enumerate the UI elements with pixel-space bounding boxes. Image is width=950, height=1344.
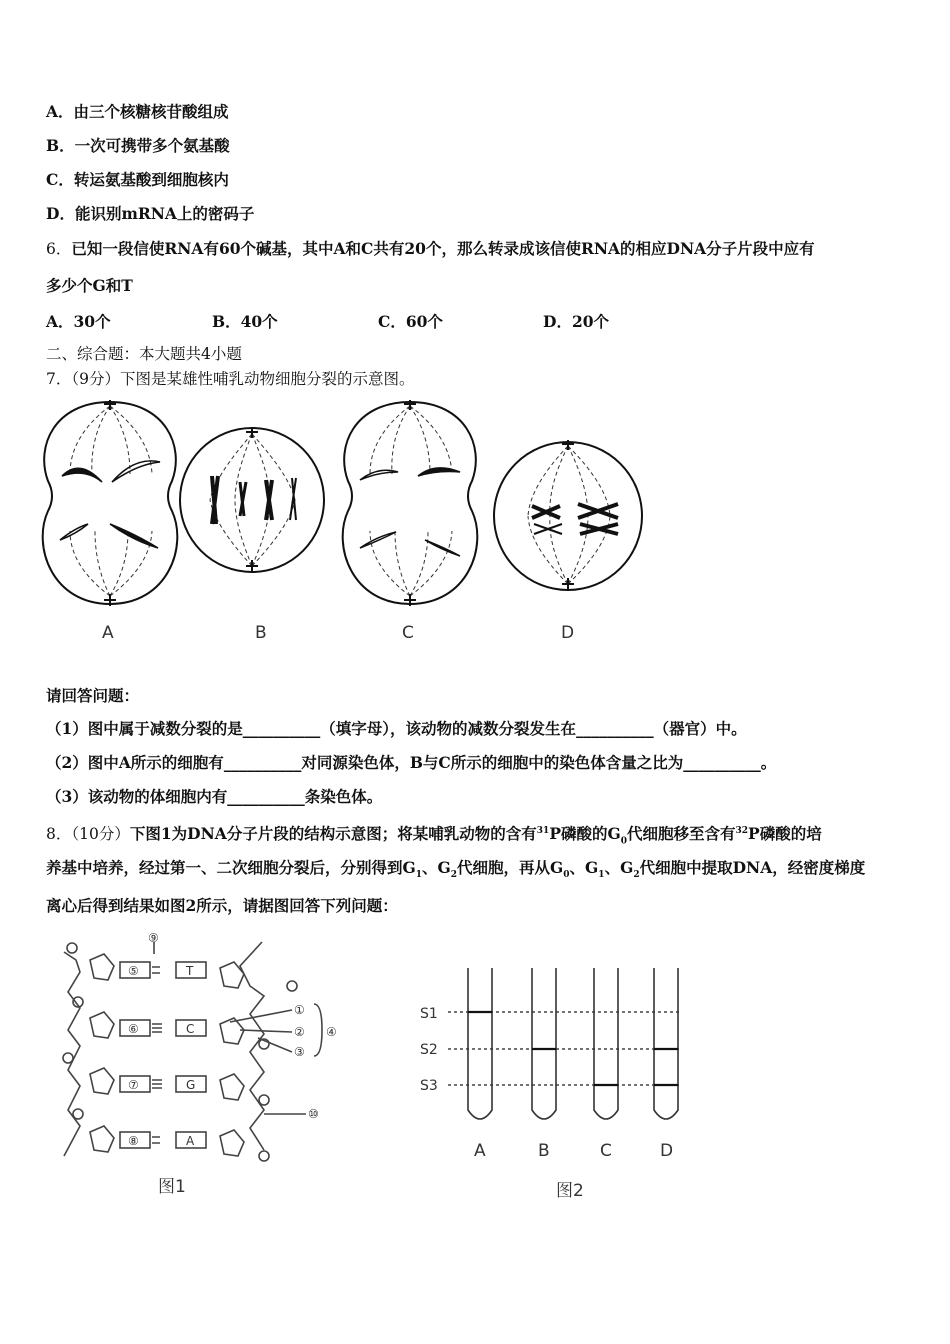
q7-sub2-text-b: 对同源染色体，B与C所示的细胞中的染色体含量之比为 xyxy=(301,753,684,772)
level-s3: S3 xyxy=(420,1078,438,1094)
q7-score: （9分） xyxy=(71,370,120,388)
cell-label-b: B xyxy=(255,623,267,643)
dna-structure-figure xyxy=(50,930,360,1200)
q7-blank-4[interactable]: __________ xyxy=(683,753,761,772)
q7-sub2-text-a: （2）图中A所示的细胞有 xyxy=(46,753,224,772)
q8-sub-0: 0 xyxy=(620,836,627,847)
q8-l2-e: 、G xyxy=(604,858,634,877)
q8-sub-2b: 2 xyxy=(633,870,640,881)
dna-label-10: ⑩ xyxy=(308,1107,319,1121)
q8-stem-line2 xyxy=(46,858,865,885)
tube-c xyxy=(594,968,618,1119)
q7-blank-3[interactable]: __________ xyxy=(223,753,302,772)
q7-stem xyxy=(46,369,415,389)
dna-left-base-2: ⑥ xyxy=(128,1022,139,1036)
q6-stem-line1 xyxy=(46,239,815,259)
q7-stem-text: 下图是某雄性哺乳动物细胞分裂的示意图。 xyxy=(120,370,415,388)
q6-option-b: B．40个 xyxy=(212,312,278,331)
q8-l2-b: 、G xyxy=(422,858,451,877)
q8-l1-d: P磷酸的培 xyxy=(748,824,822,844)
q8-l2-d: 、G xyxy=(569,858,599,877)
q6-option-d: D．20个 xyxy=(543,312,610,331)
fig2-caption: 图2 xyxy=(556,1181,584,1201)
q7-sub2 xyxy=(46,753,776,773)
tube-b xyxy=(532,968,556,1119)
q7-sub1-text-c: （器官）中。 xyxy=(653,719,747,738)
q6-option-c: C．60个 xyxy=(378,312,443,331)
q7-sub3-text-b: 条染色体。 xyxy=(304,787,383,806)
tube-label-b: B xyxy=(538,1141,550,1161)
q8-l1-c: 代细胞移至含有 xyxy=(627,824,736,844)
q6-option-a: A．30个 xyxy=(46,312,111,331)
tube-label-d: D xyxy=(660,1141,674,1161)
q6-stem-text: 已知一段信使RNA有60个碱基，其中A和C共有20个，那么转录成该信使RNA的相应DNA分子片段中应有 xyxy=(71,239,815,258)
cell-d-membrane xyxy=(494,442,642,590)
dna-left-base-1: ⑤ xyxy=(128,964,139,978)
dna-right-base-4: A xyxy=(186,1134,195,1148)
q8-sub-0b: 0 xyxy=(563,870,570,881)
tube-label-c: C xyxy=(600,1141,612,1161)
tube-label-a: A xyxy=(474,1141,486,1161)
q8-score: （10分） xyxy=(71,825,130,844)
cell-label-d: D xyxy=(561,623,575,643)
cell-division-figure xyxy=(40,396,680,656)
q5-option-b: B．一次可携带多个氨基酸 xyxy=(46,136,230,155)
q7-sub3-text-a: （3）该动物的体细胞内有 xyxy=(46,787,228,806)
centrifuge-figure xyxy=(410,960,710,1220)
section-heading: 二、综合题：本大题共4小题 xyxy=(46,345,242,363)
q8-l1-a: 下图1为DNA分子片段的结构示意图；将某哺乳动物的含有 xyxy=(129,824,537,844)
dna-label-9: ⑨ xyxy=(148,931,159,945)
q7-sub3 xyxy=(46,787,382,807)
fig1-caption: 图1 xyxy=(158,1177,186,1197)
q5-option-c: C．转运氨基酸到细胞核内 xyxy=(46,170,229,189)
cell-c-membrane xyxy=(343,402,478,604)
dna-left-base-4: ⑧ xyxy=(128,1134,139,1148)
dna-right-base-1: T xyxy=(186,964,194,978)
q8-sub-2a: 2 xyxy=(450,870,458,881)
q8-l2-c: 代细胞，再从G xyxy=(457,858,564,877)
q7-blank-5[interactable]: __________ xyxy=(227,787,305,806)
q7-sub1-text-a: （1）图中属于减数分裂的是 xyxy=(46,719,243,738)
q7-number: 7． xyxy=(46,370,72,388)
q8-number: 8． xyxy=(46,825,72,844)
q8-stem-line1 xyxy=(46,821,822,851)
dna-label-2: ② xyxy=(294,1025,305,1039)
q7-blank-2[interactable]: __________ xyxy=(576,719,654,738)
cell-a-membrane xyxy=(43,402,178,604)
tube-a xyxy=(468,968,492,1119)
dna-right-base-2: C xyxy=(186,1022,195,1036)
q8-sup-31: 31 xyxy=(536,826,550,836)
q5-option-a: A．由三个核糖核苷酸组成 xyxy=(46,102,229,121)
q5-option-d: D．能识别mRNA上的密码子 xyxy=(46,204,255,223)
dna-left-base-3: ⑦ xyxy=(128,1078,139,1092)
dna-label-1: ① xyxy=(294,1003,305,1017)
cell-label-c: C xyxy=(402,623,414,643)
dna-label-4: ④ xyxy=(326,1025,337,1039)
q8-stem-line3: 离心后得到结果如图2所示，请据图回答下列问题： xyxy=(46,896,398,915)
q6-stem-line2: 多少个G和T xyxy=(46,276,133,295)
dna-label-3: ③ xyxy=(294,1045,305,1059)
dna-right-base-3: G xyxy=(186,1078,196,1092)
tube-d xyxy=(654,968,678,1119)
cell-b-membrane xyxy=(180,428,324,572)
cell-label-a: A xyxy=(102,623,114,643)
q7-sub2-text-c: 。 xyxy=(760,753,777,772)
q7-sub1 xyxy=(46,719,747,739)
q8-l2-a: 养基中培养，经过第一、二次细胞分裂后，分别得到G xyxy=(46,858,416,877)
q8-l1-b: P磷酸的G xyxy=(549,824,621,844)
q8-sup-32: 32 xyxy=(735,826,749,836)
q6-number: 6． xyxy=(46,240,72,258)
q8-sub-1a: 1 xyxy=(415,870,423,881)
q7-prompt: 请回答问题： xyxy=(46,686,140,705)
q8-sub-1b: 1 xyxy=(598,870,605,881)
q7-blank-1[interactable]: __________ xyxy=(242,719,321,738)
level-s2: S2 xyxy=(420,1042,438,1058)
level-s1: S1 xyxy=(420,1006,438,1022)
q8-l2-f: 代细胞中提取DNA，经密度梯度 xyxy=(639,858,866,877)
q7-sub1-text-b: （填字母），该动物的减数分裂发生在 xyxy=(320,719,577,738)
